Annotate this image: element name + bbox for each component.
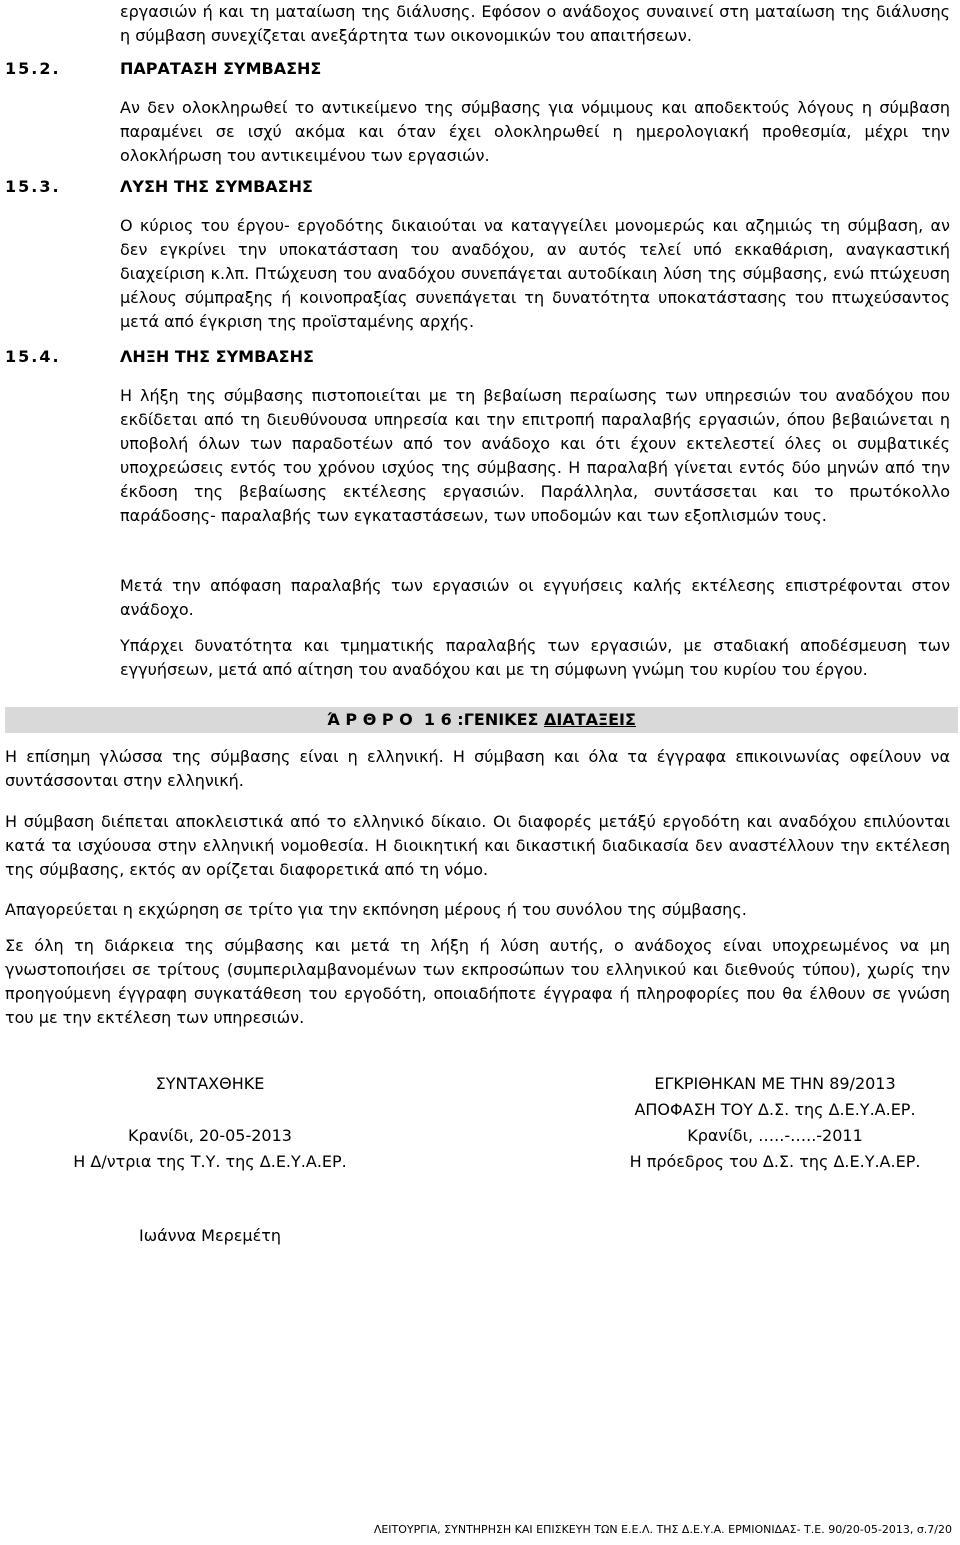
- article-paragraph: Η σύμβαση διέπεται αποκλειστικά από το ελληνικό δίκαιο. Οι διαφορές μετάξύ εργοδότη και αναδόχου επιλύονται κατά τα ισχύουσα στην ελληνική νομοθεσία. Η διοικητική και δικαστική διαδικασία δεν αναστέλλουν την εκτέλεση της σύμβασης, εκτός αν ορίζεται διαφορετικά από τη νόμο.: [5, 812, 950, 879]
- signature-right-role: Η πρόεδρος του Δ.Σ. της Δ.Ε.Υ.Α.ΕΡ.: [629, 1152, 921, 1171]
- article-heading-prefix: Ά Ρ Θ Ρ Ο 1 6 :ΓΕΝΙΚΕΣ: [327, 710, 544, 729]
- signature-right-heading2: ΑΠΟΦΑΣΗ ΤΟΥ Δ.Σ. της Δ.Ε.Υ.Α.ΕΡ.: [634, 1100, 916, 1119]
- page-footer: ΛΕΙΤΟΥΡΓΙΑ, ΣΥΝΤΗΡΗΣΗ ΚΑΙ ΕΠΙΣΚΕΥΗ ΤΩΝ Ε.Ε.Λ. ΤΗΣ Δ.Ε.Υ.Α. ΕΡΜΙΟΝΙΔΑΣ- Τ.Ε. 90/20-05-2013, σ.7/20: [373, 1523, 952, 1536]
- section-paragraph: Αν δεν ολοκληρωθεί το αντικείμενο της σύμβασης για νόμιμους και αποδεκτούς λόγους η σύμβαση παραμένει σε ισχύ ακόμα και όταν έχει ολοκληρωθεί η ημερολογιακή προθεσμία, μέχρι την ολοκλήρωση του αντικειμένου των εργασιών.: [120, 98, 950, 165]
- article-paragraph: Σε όλη τη διάρκεια της σύμβασης και μετά τη λήξη ή λύση αυτής, ο ανάδοχος είναι υποχρεωμένος να μη γνωστοποιήσει σε τρίτους (συμπεριλαμβανομένων των εκπροσώπων του ελληνικού και διεθνούς τύπου), χωρίς την προηγούμενη έγγραφη συγκατάθεση του εργοδότη, οποιαδήποτε έγγραφα ή πληροφορίες που θα έλθουν σε γνώση του με την εκτέλεση των υπηρεσιών.: [5, 936, 950, 1027]
- section-title: ΛΥΣΗ ΤΗΣ ΣΥΜΒΑΣΗΣ: [120, 177, 313, 196]
- signature-left-name: Ιωάννα Μερεμέτη: [138, 1226, 282, 1245]
- signature-left-place-date: Κρανίδι, 20-05-2013: [128, 1126, 292, 1145]
- section-paragraph: Υπάρχει δυνατότητα και τμηματικής παραλαβής των εργασιών, με σταδιακή αποδέσμευση των εγγυήσεων, μετά από αίτηση του αναδόχου και με τη σύμφωνη γνώμη του κυρίου του έργου.: [120, 636, 950, 679]
- intro-paragraph: εργασιών ή και τη ματαίωση της διάλυσης. Εφόσον ο ανάδοχος συναινεί στη ματαίωση της διάλυσης η σύμβαση συνεχίζεται ανεξάρτητα των οικονομικών του απαιτήσεων.: [120, 2, 950, 45]
- section-number: 15.4.: [5, 347, 61, 366]
- signature-right-heading: ΕΓΚΡΙΘΗΚΑΝ ΜΕ ΤΗΝ 89/2013: [654, 1074, 896, 1093]
- section-title: ΛΗΞΗ ΤΗΣ ΣΥΜΒΑΣΗΣ: [120, 347, 314, 366]
- article-heading: [5, 707, 958, 733]
- section-number: 15.2.: [5, 59, 61, 78]
- section-paragraph: Μετά την απόφαση παραλαβής των εργασιών οι εγγυήσεις καλής εκτέλεσης επιστρέφονται στον ανάδοχο.: [120, 576, 950, 619]
- section-title: ΠΑΡΑΤΑΣΗ ΣΥΜΒΑΣΗΣ: [120, 59, 322, 78]
- article-heading-underlined: ΔΙΑΤΑΞΕΙΣ: [544, 710, 636, 729]
- signature-left-heading: ΣΥΝΤΑΧΘΗΚΕ: [155, 1074, 265, 1093]
- section-paragraph: Ο κύριος του έργου- εργοδότης δικαιούται να καταγγείλει μονομερώς και αζημιώς τη σύμβαση, αν δεν εγκρίνει την υποκατάσταση του αναδόχου, αν αυτός τελεί υπό εκκαθάριση, αναγκαστική διαχείριση κ.λπ. Πτώχευση του αναδόχου συνεπάγεται αυτοδίκαιη λύση της σύμβασης, ενώ πτώχευση μέλους σύμπραξης ή κοινοπραξίας συνεπάγεται τη δυνατότητα υποκατάστασης του πτωχεύσαντος μετά από έγκριση της προϊσταμένης αρχής.: [120, 216, 950, 331]
- signature-right-place-date: Κρανίδι, …..-…..-2011: [687, 1126, 863, 1145]
- section-paragraph: Η λήξη της σύμβασης πιστοποιείται με τη βεβαίωση περαίωσης των υπηρεσιών του αναδόχου που εκδίδεται από τη διευθύνουσα υπηρεσία και την επιτροπή παραλαβής εργασιών, όπου βεβαιώνεται η υποβολή όλων των παραδοτέων από τον ανάδοχο και ότι έχουν εκτελεστεί όλες οι συμβατικές υποχρεώσεις εντός του χρόνου ισχύος της σύμβασης. Η παραλαβή γίνεται εντός δύο μηνών από την έκδοση της βεβαίωσης εκτέλεσης εργασιών. Παράλληλα, συντάσσεται και το πρωτόκολλο παράδοσης- παραλαβής των εγκαταστάσεων, των υποδομών και των εξοπλισμών τους.: [120, 386, 950, 525]
- signature-left-role: Η Δ/ντρια της Τ.Υ. της Δ.Ε.Υ.Α.ΕΡ.: [73, 1152, 347, 1171]
- article-paragraph: Απαγορεύεται η εκχώρηση σε τρίτο για την εκπόνηση μέρους ή του συνόλου της σύμβασης.: [5, 900, 747, 919]
- article-paragraph: Η επίσημη γλώσσα της σύμβασης είναι η ελληνική. Η σύμβαση και όλα τα έγγραφα επικοινωνίας οφείλουν να συντάσσονται στην ελληνική.: [5, 747, 950, 790]
- section-number: 15.3.: [5, 177, 61, 196]
